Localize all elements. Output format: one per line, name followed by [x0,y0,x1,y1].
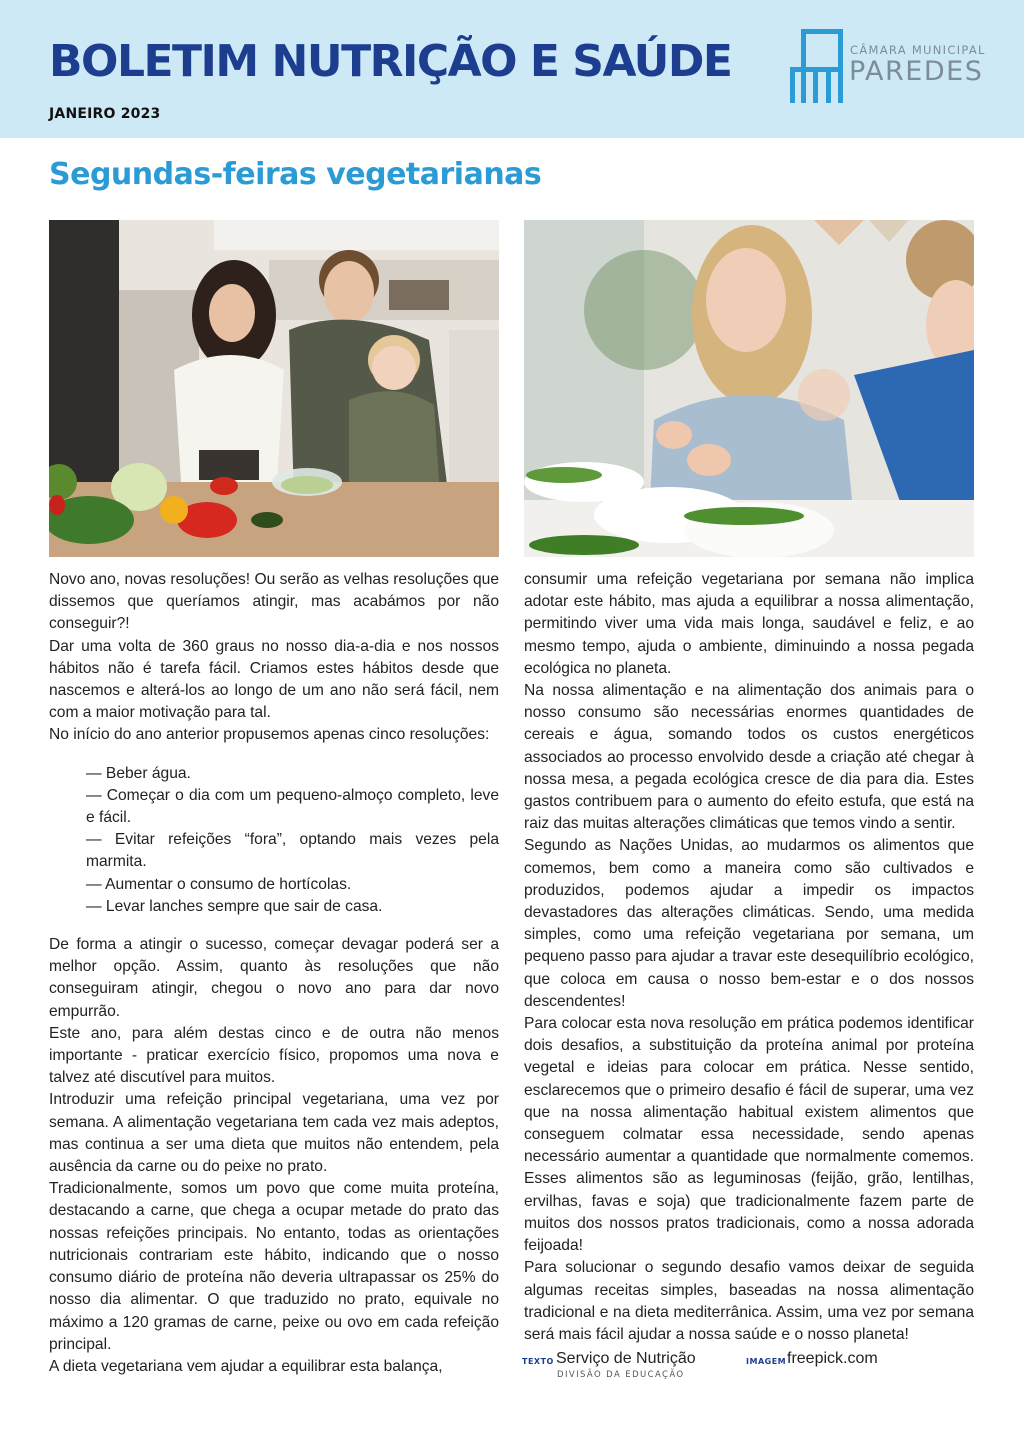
image-credit-label: IMAGEM [746,1357,787,1366]
paragraph: Tradicionalmente, somos um povo que come muita proteína, destacando a carne, que chega a ocupar metade do prato das nossas refeições principais. No entanto, todas as orientações nutricionais contrariam este hábito, indicando que o nosso consumo diário de proteína não deveria ultrapassar os 25% do nosso dia alimentar. O que traduzido no prato, equivale no máximo a 120 gramas de carne, peixe ou ovo em cada refeição principal. [49,1180,499,1353]
paragraph: consumir uma refeição vegetariana por semana não implica adotar este hábito, mas ajuda a equilibrar a nossa alimentação, permitindo viver uma vida mais longa, saudável e feliz, e ao mesmo tempo, ajuda o ambiente, diminuindo a nossa pegada ecológica no planeta. [524,571,974,677]
text-credit-value: Serviço de Nutrição [556,1350,696,1367]
paragraph: Este ano, para além destas cinco e de outra não menos importante - praticar exercício físico, propomos uma nova e talvez até discutível para muitos. [49,1024,499,1087]
paredes-chair-logo-icon [789,26,845,104]
paragraph: Na nossa alimentação e na alimentação dos animais para o nosso consumo são necessárias enormes quantidades de cereais e água, somando todos os custos energéticos associados ao processo envolvido desde a criação até chegar à nossa mesa, a pegada ecológica cresce de dia para dia. Estes gastos contribuem para o aumento do efeito estufa, que está na raiz das muitas alterações climáticas que temos vindo a sentir. [524,682,974,833]
bulletin-title: BOLETIM NUTRIÇÃO E SAÚDE [49,36,732,87]
list-item: — Aumentar o consumo de hortícolas. [86,875,352,893]
paragraph: Para solucionar o segundo desafio vamos deixar de seguida algumas receitas simples, baseadas na nossa alimentação tradicional e na dieta mediterrânica. Assim, uma vez por semana será mais fácil ajudar a nossa saúde e o nosso planeta! [524,1259,974,1343]
list-item: — Começar o dia com um pequeno-almoço completo, leve e fácil. [86,786,499,827]
logo-name: PAREDES [849,56,984,87]
paragraph: No início do ano anterior propusemos apenas cinco resoluções: [49,726,490,744]
list-item: — Levar lanches sempre que sair de casa. [86,897,383,915]
resolutions-list [49,763,499,918]
family-cooking-photo [49,220,499,557]
article-right-column [524,569,974,1346]
paragraph: De forma a atingir o sucesso, começar devagar poderá ser a melhor opção. Assim, quanto às resoluções que não conseguiram atingir, chegou o novo ano para dar novo empurrão. [49,936,499,1020]
text-credit-label: TEXTO [522,1357,554,1366]
header-banner [0,0,1024,138]
logo-subtitle: CÂMARA MUNICIPAL [850,43,986,57]
children-preparing-vegetables-photo [524,220,974,557]
text-credit-division: DIVISÃO DA EDUCAÇÃO [557,1370,685,1380]
paragraph: Dar uma volta de 360 graus no nosso dia-a-dia e nos nossos hábitos não é tarefa fácil. Criamos estes hábitos desde que nascemos e alterá-los ao longo de um ano não será fácil, nem com a maior motivação para tal. [49,637,499,722]
paragraph: Novo ano, novas resoluções! Ou serão as velhas resoluções que dissemos que queríamos atingir, mas acabámos por não conseguir?! [49,571,499,633]
paragraph: Segundo as Nações Unidas, ao mudarmos os alimentos que comemos, bem como a maneira como são cultivados e produzidos, podemos ajudar a impedir os impactos devastadores das alterações climáticas. Sendo, uma medida simples, como uma refeição vegetariana por semana, um pequeno passo para ajudar a travar este desequilíbrio ecológico, que coloca em causa o nosso bem-estar e o dos nossos descendentes! [524,837,974,1010]
paragraph: Introduzir uma refeição principal vegetariana, uma vez por semana. A alimentação vegetariana tem cada vez mais adeptos, mas continua a ser uma dieta que muitos não entendem, pela ausência da carne ou do peixe no prato. [49,1091,499,1176]
paragraph: A dieta vegetariana vem ajudar a equilibrar esta balança, [49,1357,443,1375]
article-left-column [49,569,499,1378]
paragraph: Para colocar esta nova resolução em prática podemos identificar dois desafios, a substituição da proteína animal por proteína vegetal e ideias para colocar em prática. Nesse sentido, esclarecemos que o primeiro desafio é fácil de superar, uma vez que na nossa alimentação habitual existem alimentos que conseguem colmatar essa necessidade, sendo apenas necessário aumentar a quantidade que normalmente comemos. Esses alimentos são as leguminosas (feijão, grão, lentilhas, ervilhas, favas e soja) que tradicionalmente fazem parte de muitos dos nossos pratos tradicionais, como a nossa adorada feijoada! [524,1015,974,1255]
credits-footer [0,1349,1024,1389]
list-item: — Evitar refeições “fora”, optando mais vezes pela marmita. [86,831,499,871]
article-title: Segundas-feiras vegetarianas [49,157,542,192]
image-credit-value: freepick.com [787,1350,878,1367]
list-item: — Beber água. [86,764,191,782]
bulletin-date: JANEIRO 2023 [49,106,161,122]
